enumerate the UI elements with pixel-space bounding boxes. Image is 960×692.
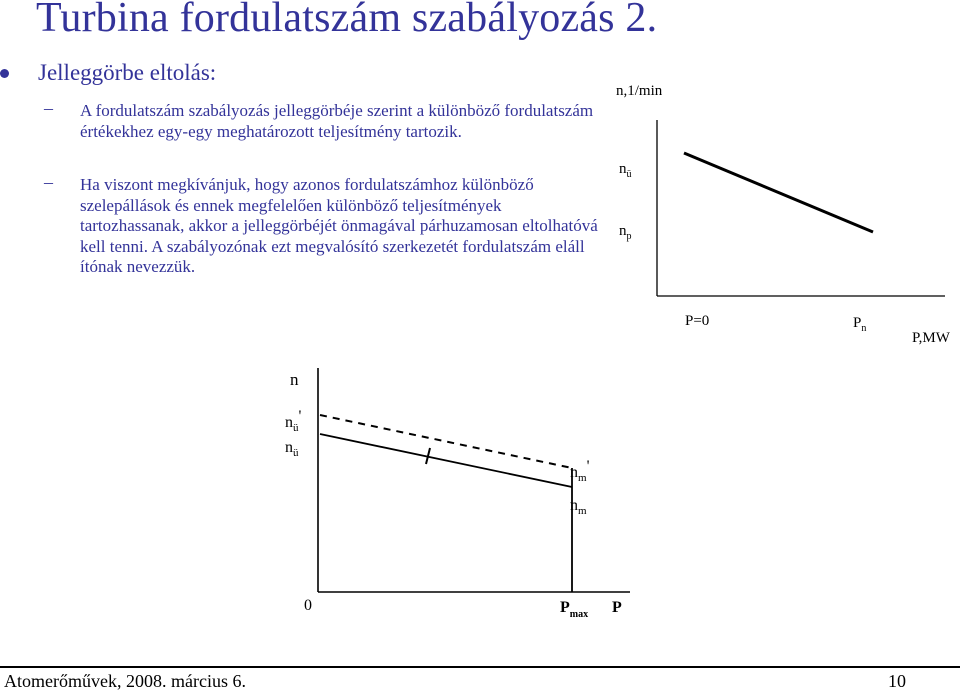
bottom-y-tick-nu: $n_ü$ — [285, 439, 299, 459]
bottom-right-nm-prime: $n_m'$ — [570, 458, 590, 484]
dash-icon: – — [44, 172, 53, 192]
slide-title: Turbina fordulatszám szabályozás 2. — [36, 0, 658, 41]
top-x-tick-p0: P=0 — [685, 313, 710, 329]
bottom-y-axis-label: n — [290, 370, 299, 389]
footer-divider — [0, 666, 960, 668]
top-diagram — [600, 70, 960, 350]
bullet-heading: Jelleggörbe eltolás: — [38, 60, 217, 85]
top-characteristic-line — [684, 153, 873, 232]
bottom-diagram — [270, 360, 640, 625]
characteristic-line — [320, 434, 572, 487]
top-x-tick-pn: $P_n$ — [853, 315, 867, 334]
bottom-x-axis-label: P — [612, 599, 622, 616]
bottom-x-tick-pmax: $P_{max}$ — [560, 599, 589, 620]
bottom-y-tick-nu-prime: $n_ü'$ — [285, 408, 302, 434]
subitem-text-1: A fordulatszám szabályozás jelleggörbéje szerint a különböző fordulatszám értékekhez egy-egy meghatározott teljesítmény tartozik. — [80, 101, 594, 141]
page-number: 10 — [888, 671, 906, 691]
bullet-dot-icon — [0, 69, 9, 78]
bottom-right-nm: $n_m$ — [570, 497, 587, 517]
top-y-axis-label: n,1/min — [616, 83, 663, 99]
top-x-axis-label: P,MW — [912, 330, 950, 346]
top-y-tick-nu: $n_ü$ — [619, 161, 632, 180]
footer-text: Atomerőművek, 2008. március 6. — [4, 671, 246, 691]
top-y-tick-np: $n_p$ — [619, 223, 632, 242]
dash-icon: – — [44, 98, 53, 118]
subitem-text-2: Ha viszont megkívánjuk, hogy azonos fordulatszámhoz különböző szelepállások és ennek megfelelően különböző teljesítmények tartozhassanak, akkor a jelleggörbéjét önmagával párhuzamosan eltolhatóvá kell tenni. A szabályozónak ezt megvalósító szerkezetét fordulatszám eláll ítónak nevezzük. — [80, 175, 598, 276]
bottom-origin: 0 — [304, 597, 312, 614]
